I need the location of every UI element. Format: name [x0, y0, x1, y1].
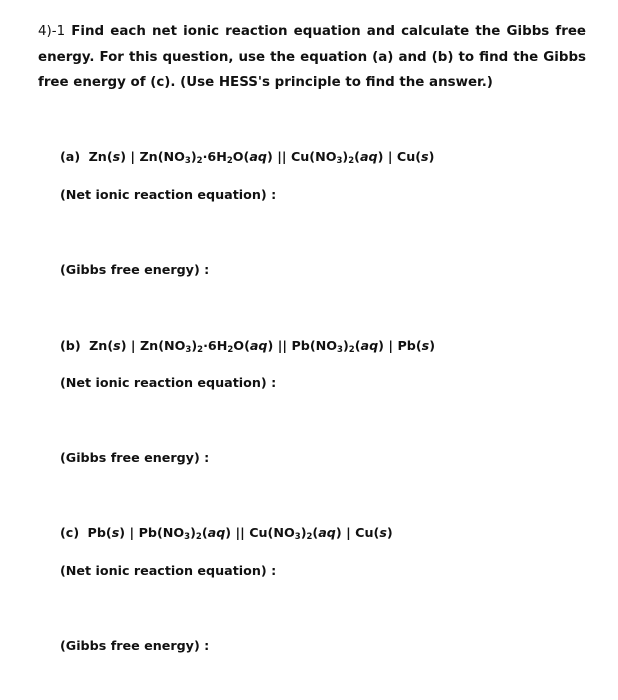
gibbs-label-b: (Gibbs free energy) :	[60, 450, 210, 465]
anode-metal: Pb(s)	[87, 525, 126, 540]
gibbs-label-a: (Gibbs free energy) :	[60, 262, 210, 277]
part-tag: (c)	[60, 525, 80, 540]
cell-notation-c: (c) Pb(s) | $Pb(NO_3)_2(aq)$ || $Cu(NO_3)_2(aq)$ | Cu(s)	[60, 525, 393, 542]
part-tag: (b)	[60, 338, 81, 353]
cathode-metal: Pb(s)	[397, 338, 436, 353]
cathode-solution: $Cu(NO_3)_2(aq)$	[290, 149, 384, 166]
net-ionic-label-c: (Net ionic reaction equation) :	[60, 563, 277, 578]
cathode-metal: Cu(s)	[396, 149, 435, 164]
anode-metal: Zn(s)	[88, 149, 126, 164]
cell-notation-a: (a) Zn(s) | $Zn(NO_3)_2\cdot 6H_2O(aq)$ || $Cu(NO_3)_2(aq)$ | Cu(s)	[60, 149, 435, 166]
net-ionic-label-a: (Net ionic reaction equation) :	[60, 187, 277, 202]
question-prompt	[38, 19, 586, 96]
anode-solution: $Zn(NO_3)_2\cdot 6H_2O(aq)$	[139, 338, 274, 355]
cell-notation-b: (b) Zn(s) | $Zn(NO_3)_2\cdot 6H_2O(aq)$ || $Pb(NO_3)_2(aq)$ | Pb(s)	[60, 338, 436, 355]
gibbs-label-c: (Gibbs free energy) :	[60, 638, 210, 653]
cathode-solution: $Pb(NO_3)_2(aq)$	[291, 338, 384, 355]
question-number: 4)-1	[38, 24, 66, 39]
part-tag: (a)	[60, 149, 81, 164]
question-text: Find each net ionic reaction equation and calculate the Gibbs free energy. For this question, use the equation (a) and (b) to find the Gibbs free energy of (c). (Use HESS's principle to find the answer.)	[38, 24, 586, 90]
net-ionic-label-b: (Net ionic reaction equation) :	[60, 375, 277, 390]
anode-solution: $Zn(NO_3)_2\cdot 6H_2O(aq)$	[139, 149, 273, 166]
anode-solution: $Pb(NO_3)_2(aq)$	[138, 525, 232, 542]
cathode-metal: Cu(s)	[355, 525, 393, 540]
anode-metal: Zn(s)	[89, 338, 127, 353]
cathode-solution: $Cu(NO_3)_2(aq)$	[249, 525, 342, 542]
